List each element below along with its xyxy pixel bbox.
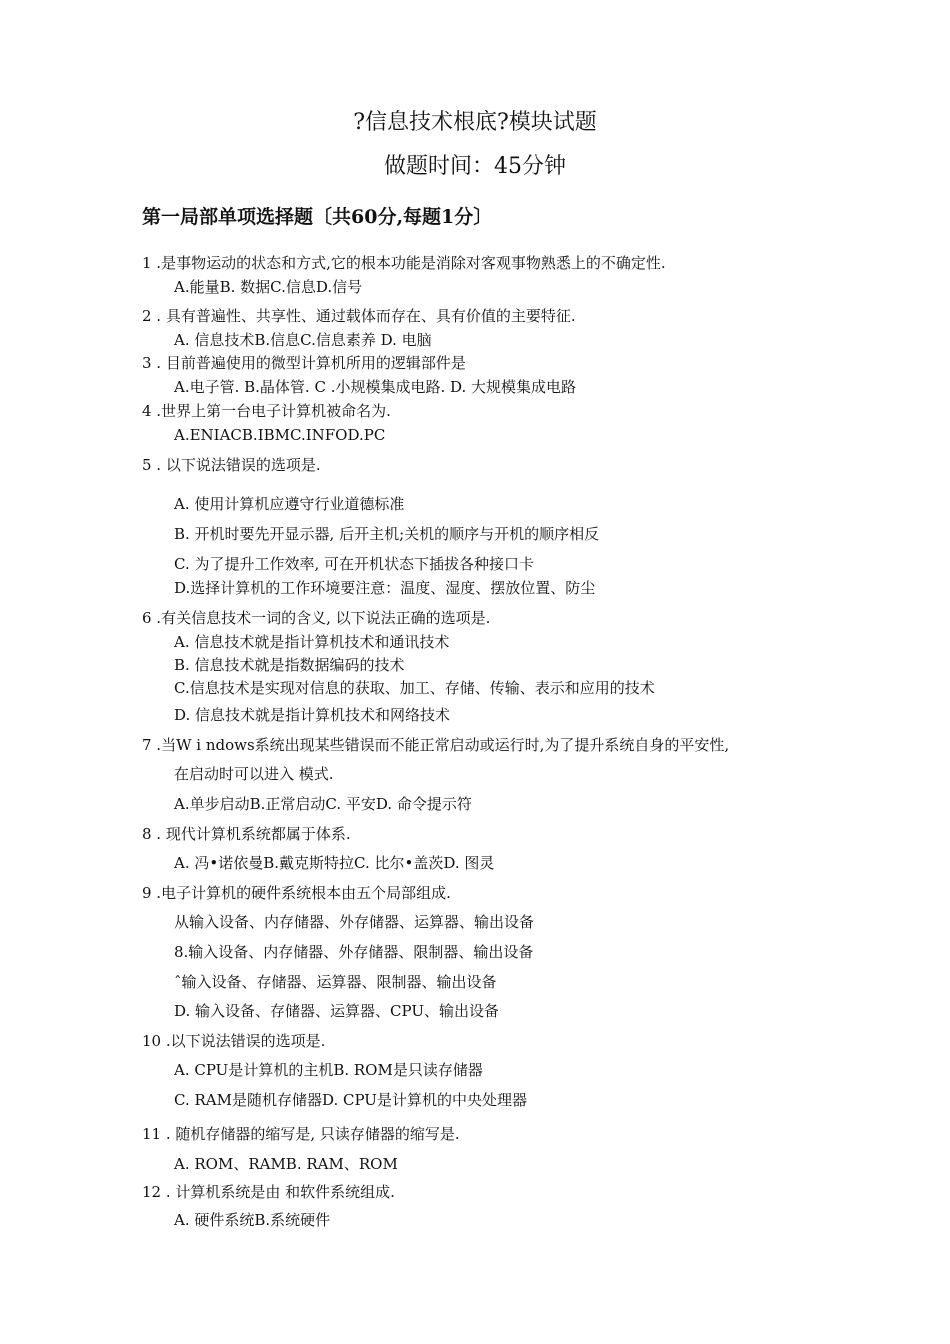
- question-7-cont: 在启动时可以进入 模式.: [174, 765, 334, 783]
- question-2: 2 . 具有普遍性、共享性、通过载体而存在、具有价值的主要特征.: [142, 307, 576, 325]
- option-6b: B. 信息技术就是指数据编码的技术: [174, 656, 405, 674]
- question-5: 5 . 以下说法错误的选项是.: [142, 456, 321, 474]
- option-5d: D.选择计算机的工作环境要注意：温度、湿度、摆放位置、防尘: [174, 579, 596, 597]
- options-8: A. 冯•诺依曼B.戴克斯特拉C. 比尔•盖茨D. 图灵: [174, 854, 495, 872]
- question-6: 6 .有关信息技术一词的含义, 以下说法正确的选项是.: [142, 609, 491, 627]
- option-5b: B. 开机时要先开显示器, 后开主机;关机的顺序与开机的顺序相反: [174, 525, 600, 543]
- options-4: A.ENIACB.IBMC.INFOD.PC: [174, 426, 386, 444]
- question-1: 1 .是事物运动的状态和方式,它的根本功能是消除对客观事物熟悉上的不确定性.: [142, 254, 666, 272]
- option-6d: D. 信息技术就是指计算机技术和网络技术: [174, 706, 451, 724]
- options-10b: C. RAM是随机存储器D. CPU是计算机的中央处理器: [174, 1091, 527, 1109]
- options-3: A.电子管. B.晶体管. C .小规模集成电路. D. 大规模集成电路: [174, 378, 577, 396]
- question-3: 3 . 目前普遍使用的微型计算机所用的逻辑部件是: [142, 354, 466, 372]
- option-9c: ˆ输入设备、存储器、运算器、限制器、输出设备: [174, 973, 497, 991]
- options-11: A. ROM、RAMB. RAM、ROM: [174, 1155, 398, 1173]
- option-6a: A. 信息技术就是指计算机技术和通讯技术: [174, 633, 450, 651]
- question-7: 7 .当W i ndows系统出现某些错误而不能正常启动或运行时,为了提升系统自身的平安性,: [142, 736, 730, 754]
- question-8: 8 . 现代计算机系统都属于体系.: [142, 825, 351, 843]
- question-9: 9 .电子计算机的硬件系统根本由五个局部组成.: [142, 884, 451, 902]
- options-10a: A. CPU是计算机的主机B. ROM是只读存储器: [174, 1061, 483, 1079]
- options-7: A.单步启动B.正常启动C. 平安D. 命令提示符: [174, 795, 472, 813]
- option-9a: 从输入设备、内存储器、外存储器、运算器、输出设备: [174, 913, 535, 931]
- options-2: A. 信息技术B.信息C.信息素养 D. 电脑: [174, 331, 432, 349]
- exam-time: 做题时间：45分钟: [384, 154, 566, 179]
- question-11: 11 . 随机存储器的缩写是, 只读存储器的缩写是.: [142, 1125, 460, 1143]
- question-4: 4 .世界上第一台电子计算机被命名为.: [142, 402, 391, 420]
- option-9b: 8.输入设备、内存储器、外存储器、限制器、输出设备: [174, 943, 534, 961]
- option-5c: C. 为了提升工作效率, 可在开机状态下插拔各种接口卡: [174, 555, 535, 573]
- option-5a: A. 使用计算机应遵守行业道德标准: [174, 495, 405, 513]
- document-title: ?信息技术根底?模块试题: [353, 110, 597, 135]
- option-9d: D. 输入设备、存储器、运算器、CPU、输出设备: [174, 1002, 499, 1020]
- options-1: A.能量B. 数据C.信息D.信号: [174, 278, 363, 296]
- section-heading: 第一局部单项选择题〔共60分,每题1分〕: [142, 206, 493, 228]
- question-12: 12 . 计算机系统是由 和软件系统组成.: [142, 1183, 395, 1201]
- question-10: 10 .以下说法错误的选项是.: [142, 1032, 326, 1050]
- options-12: A. 硬件系统B.系统硬件: [174, 1211, 331, 1229]
- option-6c: C.信息技术是实现对信息的获取、加工、存储、传输、表示和应用的技术: [174, 679, 655, 697]
